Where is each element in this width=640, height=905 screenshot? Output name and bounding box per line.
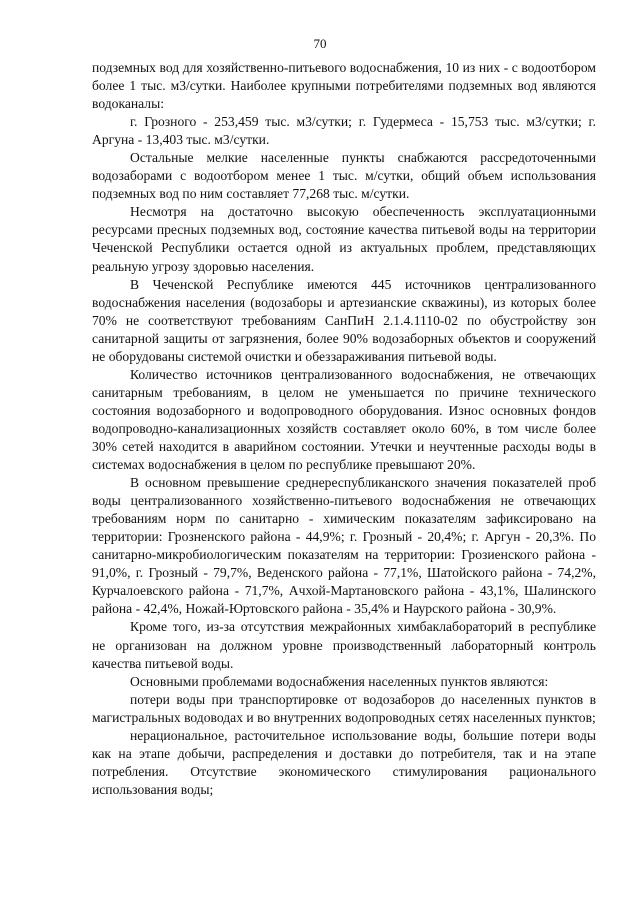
paragraph-2: г. Грозного - 253,459 тыс. м3/сутки; г. Гудермеса - 15,753 тыс. м3/сутки; г. Аргуна - 13,403 тыс. м3/сутки.: [92, 114, 596, 148]
paragraph-7: В основном превышение среднереспубликанского значения показателей проб воды централизованного хозяйственно-питьевого водоснабжения не отвечающих требованиям норм по санитарно - химическим показателям зафиксировано на территории: Грозненского района - 44,9%; г. Грозный - 20,4%; г. Аргун - 20,3%. По санитарно-микробиологическим показателям на территории: Грозиенского района - 91,0%, г. Грозный - 79,7%, Веденского района - 77,1%, Шатойского района - 74,2%, Курчалоевского района - 71,7%, Ачхой-Мартановского района - 43,1%, Шалинского района - 42,4%, Ножай-Юртовского района - 35,4% и Наурского района - 30,9%.: [92, 475, 596, 617]
paragraph-1: подземных вод для хозяйственно-питьевого водоснабжения, 10 из них - с водоотбором более 1 тыс. м3/сутки. Наиболее крупными потребителями подземных вод являются водоканалы:: [92, 60, 596, 112]
paragraph-3: Остальные мелкие населенные пункты снабжаются рассредоточенными водозаборами с водоотбором менее 1 тыс. м/сутки, общий объем использования подземных вод по ним составляет 77,268 тыс. м/сутки.: [92, 150, 596, 202]
paragraph-10: потери воды при транспортировке от водозаборов до населенных пунктов в магистральных водоводах и во внутренних водопроводных сетях населенных пунктов;: [92, 691, 596, 725]
paragraph-5: В Чеченской Республике имеются 445 источников централизованного водоснабжения населения (водозаборы и артезианские скважины), из которых более 70% не соответствуют требованиям СанПиН 2.1.4.1110-02 по обустройству зон санитарной защиты от загрязнения, более 90% водозаборных объектов и сооружений не оборудованы системой очистки и обеззараживания питьевой воды.: [92, 276, 596, 364]
paragraph-8: Кроме того, из-за отсутствия межрайонных химбаклабораторий в республике не организован на должном уровне производственный лабораторный контроль качества питьевой воды.: [92, 619, 596, 671]
paragraph-4: Несмотря на достаточно высокую обеспеченность эксплуатационными ресурсами пресных подземных вод, состояние качества питьевой воды на территории Чеченской Республики остается одной из актуальных проблем, представляющих реальную угрозу здоровью населения.: [92, 204, 596, 274]
paragraph-6: Количество источников централизованного водоснабжения, не отвечающих санитарным требованиям, в целом не уменьшается по причине технического состояния водозаборного и водопроводного оборудования. Износ основных фондов водопроводно-канализационных хозяйств составляет около 60%, в том числе более 30% сетей находится в аварийном состоянии. Утечки и неучтенные расходы воды в системах водоснабжения в целом по республике превышают 20%.: [92, 366, 596, 473]
paragraph-11: нерациональное, расточительное использование воды, большие потери воды как на этапе добычи, распределения и доставки до потребителя, так и на этапе потребления. Отсутствие экономического стимулирования рационального использования воды;: [92, 727, 596, 797]
document-body: [92, 59, 596, 799]
page-number: 70: [313, 36, 327, 51]
paragraph-9: Основными проблемами водоснабжения населенных пунктов являются:: [130, 673, 549, 689]
